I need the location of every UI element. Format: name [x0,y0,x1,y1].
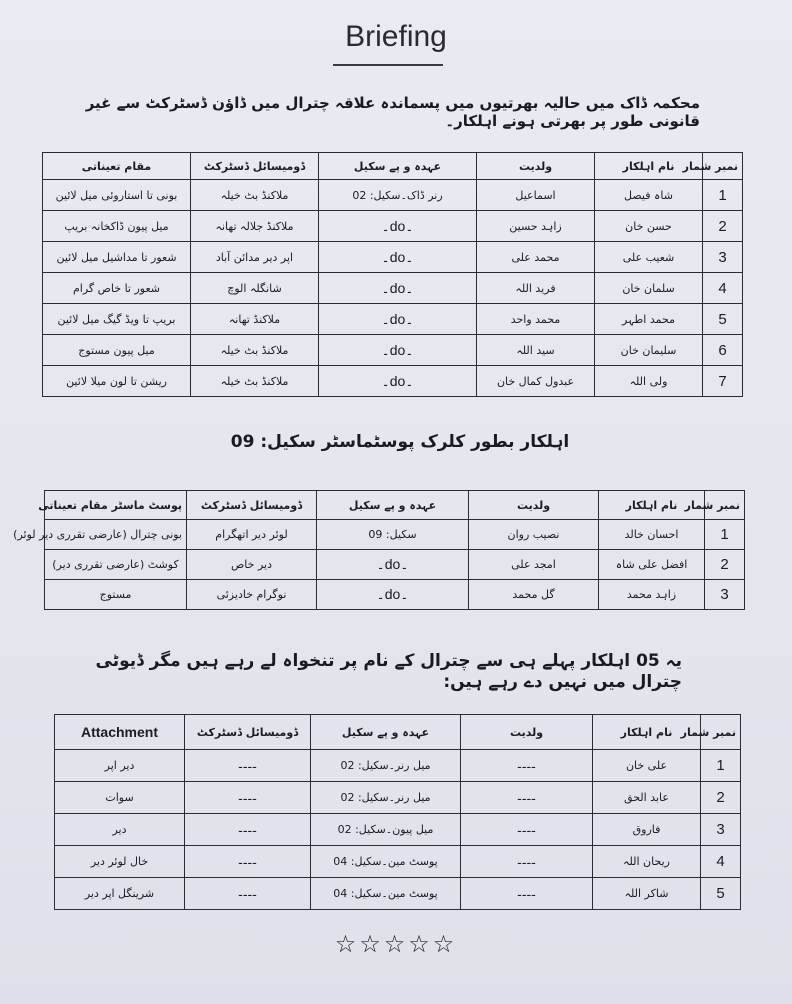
page-title: Briefing [345,20,447,53]
cell-domicile: ملاکنڈ بٹ خیلہ [191,180,319,211]
table-row [43,211,743,242]
cell-name: محمد اطہر [595,304,703,335]
cell-domicile: ---- [185,814,311,846]
cell-father: سید اللہ [477,335,595,366]
section-heading-1: محکمہ ڈاک میں حالیہ بھرتیوں میں پسماندہ علاقہ چترال میں ڈاؤن ڈسٹرکٹ سے غیر قانونی طور پر بھرتی ہونے اہلکار۔ [85,94,700,130]
cell-posting: مستوج [45,580,187,610]
cell-name: شاکر اللہ [593,878,701,910]
table-row [43,304,743,335]
col-header-domicile: ڈومیسائل ڈسٹرکٹ [185,715,311,750]
col-header-post-scale: عہدہ و پے سکیل [319,153,477,180]
cell-posting: شعور تا مداشیل میل لائین [43,242,191,273]
col-header-posting: پوسٹ ماسٹر مقام تعیناتی [45,491,187,520]
table-row [55,750,741,782]
col-header-posting: مقام تعیناتی [43,153,191,180]
cell-father: محمد واحد [477,304,595,335]
cell-serial: 1 [701,750,741,782]
cell-name: احسان خالد [599,520,705,550]
cell-post-scale: پوسٹ مین۔سکیل: 04 [311,846,461,878]
cell-posting: شعور تا خاص گرام [43,273,191,304]
cell-name: ریحان اللہ [593,846,701,878]
cell-post-scale: ۔do۔ [319,242,477,273]
cell-post-scale: ۔do۔ [319,304,477,335]
title-underline [333,64,443,66]
cell-posting: بونی چترال (عارضی تقرری دیر لوئر) [45,520,187,550]
cell-serial: 1 [703,180,743,211]
cell-father: ---- [461,782,593,814]
table-row [43,335,743,366]
cell-name: افضل علی شاہ [599,550,705,580]
col-header-serial: نمبر شمار [705,491,745,520]
cell-serial: 1 [705,520,745,550]
cell-domicile: ملاکنڈ بٹ خیلہ [191,366,319,397]
cell-father: نصیب روان [469,520,599,550]
cell-name: فاروق [593,814,701,846]
table-header-row [43,153,743,180]
col-header-father: ولدیت [461,715,593,750]
cell-attachment: دیر [55,814,185,846]
table-row [55,814,741,846]
table-row [43,273,743,304]
cell-father: اسماعیل [477,180,595,211]
table-row [43,242,743,273]
cell-serial: 2 [703,211,743,242]
cell-domicile: نوگرام خادیزئی [187,580,317,610]
cell-serial: 7 [703,366,743,397]
table-row [45,580,745,610]
cell-post-scale: ۔do۔ [317,550,469,580]
cell-post-scale: ۔do۔ [319,273,477,304]
cell-serial: 5 [701,878,741,910]
table-row [43,366,743,397]
cell-name: شاہ فیصل [595,180,703,211]
cell-name: عابد الحق [593,782,701,814]
cell-name: حسن خان [595,211,703,242]
table-row [43,180,743,211]
col-header-father: ولدیت [477,153,595,180]
cell-post-scale: ۔do۔ [319,366,477,397]
cell-serial: 4 [703,273,743,304]
cell-serial: 2 [701,782,741,814]
col-header-name: نام اہلکار [595,153,703,180]
clerk-postmaster-table [13,490,745,610]
cell-attachment: دیر اپر [55,750,185,782]
col-header-attachment: Attachment [55,715,185,750]
cell-post-scale: سکیل: 09 [317,520,469,550]
cell-father: ---- [461,750,593,782]
cell-post-scale: میل پیون۔سکیل: 02 [311,814,461,846]
table-row [55,782,741,814]
cell-domicile: ملاکنڈ جلالہ تھانہ [191,211,319,242]
table-row [45,520,745,550]
cell-post-scale: ۔do۔ [317,580,469,610]
col-header-serial: نمبر شمار [703,153,743,180]
cell-serial: 6 [703,335,743,366]
cell-domicile: شانگلہ الوچ [191,273,319,304]
footer-stars-icon: ☆☆☆☆☆ [334,930,458,958]
table-header-row [45,491,745,520]
cell-serial: 2 [705,550,745,580]
cell-attachment: شرینگل اپر دیر [55,878,185,910]
cell-post-scale: میل رنر۔سکیل: 02 [311,750,461,782]
col-header-domicile: ڈومیسائل ڈسٹرکٹ [187,491,317,520]
cell-name: ولی اللہ [595,366,703,397]
cell-father: فرید اللہ [477,273,595,304]
table-row [55,846,741,878]
cell-posting: کوشٹ (عارضی تقرری دیر) [45,550,187,580]
cell-father: ---- [461,878,593,910]
col-header-name: نام اہلکار [593,715,701,750]
cell-serial: 3 [705,580,745,610]
cell-father: امجد علی [469,550,599,580]
attachment-table [54,714,741,910]
col-header-domicile: ڈومیسائل ڈسٹرکٹ [191,153,319,180]
cell-domicile: ---- [185,846,311,878]
cell-posting: بونی تا استاروئی میل لائین [43,180,191,211]
cell-domicile: ---- [185,878,311,910]
cell-name: شعیب علی [595,242,703,273]
cell-name: زاہد محمد [599,580,705,610]
col-header-name: نام اہلکار [599,491,705,520]
recruits-table [42,152,743,397]
table-header-row [55,715,741,750]
cell-post-scale: رنر ڈاک۔سکیل: 02 [319,180,477,211]
table-row [55,878,741,910]
cell-serial: 3 [701,814,741,846]
section-heading-2: اہلکار بطور کلرک پوسٹماسٹر سکیل: 09 [230,432,570,452]
cell-post-scale: ۔do۔ [319,211,477,242]
cell-post-scale: پوسٹ مین۔سکیل: 04 [311,878,461,910]
cell-posting: ریشن تا لون میلا لائین [43,366,191,397]
cell-domicile: ملاکنڈ بٹ خیلہ [191,335,319,366]
cell-domicile: ملاکنڈ تھانہ [191,304,319,335]
cell-domicile: لوئر دیر اتھگرام [187,520,317,550]
section-heading-3: یہ 05 اہلکار پہلے ہی سے چترال کے نام پر تنخواہ لے رہے ہیں مگر ڈیوٹی چترال میں نہیں دے رہے ہیں: [95,651,682,692]
cell-posting: بریپ تا ویڈ گیگ میل لائین [43,304,191,335]
cell-domicile: ---- [185,750,311,782]
col-header-serial: نمبر شمار [701,715,741,750]
col-header-father: ولدیت [469,491,599,520]
cell-posting: میل پیون ڈاکخانہ بریپ [43,211,191,242]
cell-father: ---- [461,846,593,878]
cell-serial: 4 [701,846,741,878]
cell-domicile: دیر خاص [187,550,317,580]
cell-domicile: اپر دیر مدائن آباد [191,242,319,273]
cell-attachment: سوات [55,782,185,814]
cell-father: عبدول کمال خان [477,366,595,397]
cell-name: سلیمان خان [595,335,703,366]
cell-attachment: خال لوئر دیر [55,846,185,878]
cell-father: محمد علی [477,242,595,273]
cell-domicile: ---- [185,782,311,814]
col-header-post-scale: عہدہ و پے سکیل [317,491,469,520]
table-row [45,550,745,580]
cell-post-scale: میل رنر۔سکیل: 02 [311,782,461,814]
cell-father: ---- [461,814,593,846]
cell-posting: میل پیون مستوج [43,335,191,366]
cell-name: علی خان [593,750,701,782]
cell-father: گل محمد [469,580,599,610]
cell-father: زاہد حسین [477,211,595,242]
cell-post-scale: ۔do۔ [319,335,477,366]
col-header-post-scale: عہدہ و پے سکیل [311,715,461,750]
cell-serial: 3 [703,242,743,273]
cell-serial: 5 [703,304,743,335]
cell-name: سلمان خان [595,273,703,304]
